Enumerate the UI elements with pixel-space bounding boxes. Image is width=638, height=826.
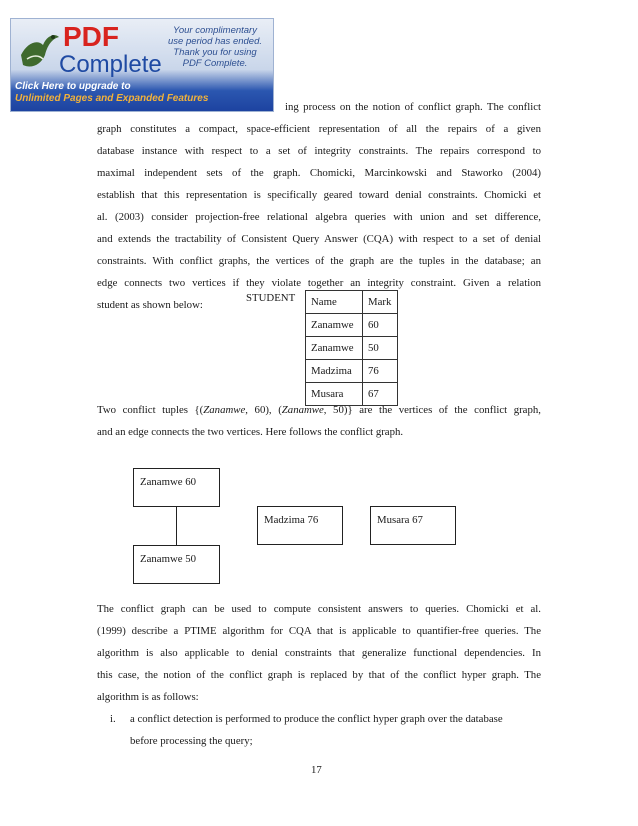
text-line: al. (2003) consider projection-free relational algebra queries with union and set difference, [97, 211, 541, 223]
page-number: 17 [311, 764, 322, 776]
text-line: constraints. With conflict graphs, the vertices of the graph are the tuples in the database; an [97, 255, 541, 267]
promo-line: Thank you for using [173, 47, 257, 58]
text-line: maximal independent sets of the graph. Chomicki, Marcinkowski and Staworko (2004) [97, 167, 541, 179]
algorithm-steps [110, 708, 540, 752]
cell-mark: 76 [363, 360, 398, 383]
text-line [97, 399, 541, 421]
upgrade-line-1[interactable]: Click Here to upgrade to [15, 81, 131, 92]
graph-node-zanamwe-50: Zanamwe 50 [133, 545, 220, 584]
student-table [305, 290, 398, 406]
promo-message [161, 25, 269, 69]
text-line: algorithm is as follows: [97, 691, 199, 703]
promo-line: PDF Complete. [182, 58, 248, 69]
text-line: and an edge connects the two vertices. Here follows the conflict graph. [97, 426, 404, 438]
promo-line: use period has ended. [167, 36, 263, 47]
bird-logo-icon [17, 25, 61, 77]
list-item [110, 708, 540, 752]
body-paragraph-2 [97, 399, 541, 443]
graph-edge [176, 507, 177, 545]
text-line: (1999) describe a PTIME algorithm for CQA that is applicable to quantifier-free queries. The [97, 625, 541, 637]
cell-mark: 50 [363, 337, 398, 360]
cell-name: Madzima [306, 360, 363, 383]
text-run: Two conflict tuples {( [97, 404, 204, 416]
cell-mark: 60 [363, 314, 398, 337]
promo-line: Your complimentary [173, 25, 257, 36]
body-paragraph-1 [97, 96, 541, 316]
text-line: edge connects two vertices if they violate together an integrity constraint. Given a relation [97, 277, 541, 289]
body-paragraph-3 [97, 598, 541, 708]
list-marker: i. [110, 713, 116, 725]
italic-name: Zanamwe [203, 404, 246, 416]
cell-name: Musara [306, 383, 363, 406]
graph-node-zanamwe-60: Zanamwe 60 [133, 468, 220, 507]
table-row [306, 314, 398, 337]
cell-name: Zanamwe [306, 314, 363, 337]
text-line: student as shown below: [97, 299, 203, 311]
graph-node-madzima-76: Madzima 76 [257, 506, 343, 545]
text-run: , 50)} are the vertices of the conflict graph, [323, 404, 541, 416]
cell-name: Zanamwe [306, 337, 363, 360]
text-line: The conflict graph can be used to compute consistent answers to queries. Chomicki et al. [97, 603, 541, 615]
table-row [306, 360, 398, 383]
step-line: before processing the query; [130, 735, 253, 747]
table-label: STUDENT [246, 292, 296, 304]
text-run: , 60), ( [245, 404, 282, 416]
brand-pdf-text: PDF [63, 21, 119, 52]
upgrade-line-2[interactable]: Unlimited Pages and Expanded Features [15, 93, 209, 104]
header-name: Name [306, 291, 363, 314]
text-line: establish that this representation is specifically geared toward denial constraints. Chomicki et [97, 189, 541, 201]
text-line: algorithm is also applicable to denial constraints that generalize functional dependencies. In [97, 647, 541, 659]
italic-name: Zanamwe [281, 404, 324, 416]
step-line: a conflict detection is performed to produce the conflict hyper graph over the database [130, 713, 503, 725]
table-row [306, 337, 398, 360]
cell-mark: 67 [363, 383, 398, 406]
header-mark: Mark [363, 291, 398, 314]
table-header-row [306, 291, 398, 314]
text-line: and extends the tractability of Consistent Query Answer (CQA) with respect to a set of denial [97, 233, 541, 245]
text-line: database instance with respect to a set of integrity constraints. The repairs correspond to [97, 145, 541, 157]
graph-node-musara-67: Musara 67 [370, 506, 456, 545]
text-line: graph constitutes a compact, space-efficient representation of all the repairs of a given [97, 123, 541, 135]
text-line: this case, the notion of the conflict graph is replaced by that of the conflict hyper graph. The [97, 669, 541, 681]
brand-complete-text: Complete [59, 51, 162, 78]
text-line: ing process on the notion of conflict graph. The conflict [285, 101, 541, 113]
